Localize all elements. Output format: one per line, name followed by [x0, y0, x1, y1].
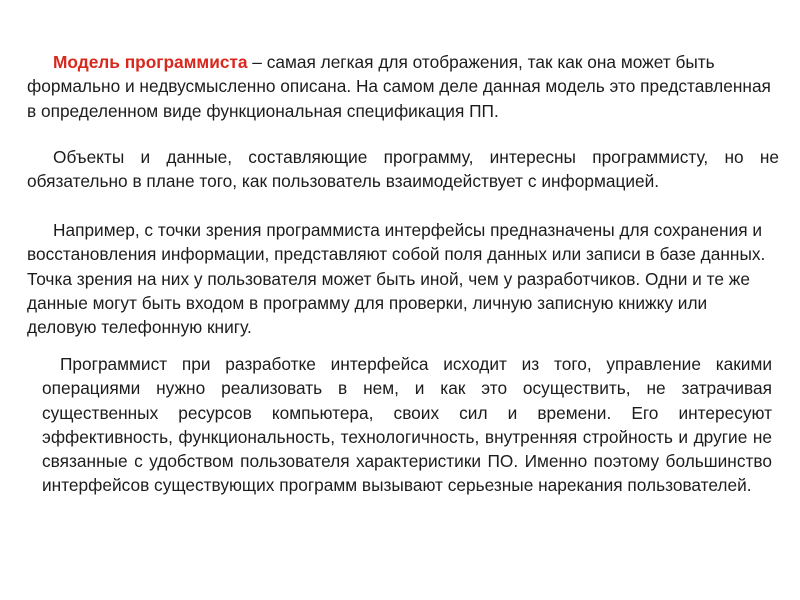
paragraph-objects-data-text: Объекты и данные, составляющие программу, интересны программисту, но не обязательно в плане того, как пользователь взаимодействует с информацией.	[27, 147, 779, 192]
term-programmer-model: Модель программиста	[53, 52, 248, 72]
paragraph-developer-interface	[42, 352, 772, 498]
paragraph-objects-data	[27, 145, 779, 194]
paragraph-programmer-model	[27, 50, 779, 123]
paragraph-example	[27, 218, 779, 339]
paragraph-developer-interface-text: Программист при разработке интерфейса исходит из того, управление какими операциями нужно реализовать в нем, и как это осуществить, не затрачивая существенных ресурсов компьютера, своих сил и времени. Его интересуют эффективность, функциональность, технологичность, внутренняя стройность и другие не связанные с удобством пользователя характеристики ПО. Именно поэтому большинство интерфейсов существующих программ вызывают серьезные нарекания пользователей.	[42, 354, 772, 496]
paragraph-programmer-model-text: – самая легкая для отображения, так как она может быть формально и недвусмысленно описана. На самом деле данная модель это представленная в определенном виде функциональная спецификация ПП.	[27, 52, 771, 121]
paragraph-example-text: Например, с точки зрения программиста интерфейсы предназначены для сохранения и восстановления информации, представляют собой поля данных или записи в базе данных. Точка зрения на них у пользователя может быть иной, чем у разработчиков. Одни и те же данные могут быть входом в программу для проверки, личную записную книжку или деловую телефонную книгу.	[27, 220, 766, 338]
